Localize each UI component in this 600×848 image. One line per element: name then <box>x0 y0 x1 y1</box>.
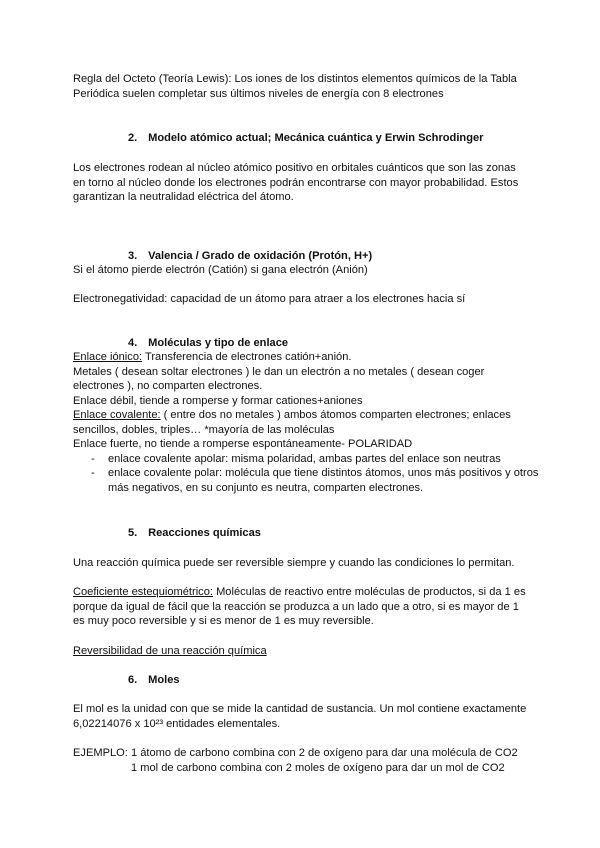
reversibility-block <box>73 644 533 659</box>
section-3-heading <box>128 249 372 264</box>
section-5-line-1-block <box>73 556 543 571</box>
section-6-line-1: El mol es la unidad con que se mide la cantidad de sustancia. Un mol contiene exactamente <box>73 703 527 715</box>
section-3-title: Valencia / Grado de oxidación (Protón, H+) <box>148 250 373 262</box>
section-2-line-2: en torno al núcleo donde los electrones podrán encontrarse con mayor probabilidad. Estos <box>73 176 519 189</box>
section-6-paragraph <box>73 702 543 731</box>
section-4-line-2: electrones ), no comparten electrones. <box>73 380 263 392</box>
section-6-heading <box>128 673 180 688</box>
ionic-bond-label: Enlace iónico: <box>73 351 143 363</box>
covalent-bond-text: ( entre dos no metales ) ambos átomos comparten electrones; enlaces <box>160 409 511 421</box>
section-6-title: Moles <box>148 674 180 686</box>
intro-paragraph <box>73 72 533 101</box>
section-2-title: Modelo atómico actual; Mecánica cuántica y Erwin Schrodinger <box>148 132 484 144</box>
coefficient-line-3: es muy poco reversible y si es menor de 1 es muy reversible. <box>73 615 374 627</box>
covalent-bond-line <box>73 408 543 423</box>
section-2-paragraph <box>73 161 533 205</box>
section-4-content <box>73 350 543 495</box>
list-item: - enlace covalente apolar: misma polaridad, ambas partes del enlace son neutras <box>73 452 543 467</box>
section-2-number: 2. <box>128 132 138 144</box>
section-6-number: 6. <box>128 674 138 686</box>
section-4-number: 4. <box>128 337 138 349</box>
section-3-line-2: Electronegatividad: capacidad de un átomo para atraer a los electrones hacia sí <box>73 293 466 305</box>
example-text-1: 1 átomo de carbono combina con 2 de oxígeno para dar una molécula de CO2 <box>127 747 518 759</box>
coefficient-text: Moléculas de reactivo entre moléculas de productos, si da 1 es <box>212 586 526 598</box>
coefficient-line <box>73 585 543 600</box>
list-item: - enlace covalente polar: molécula que tiene distintos átomos, unos más positivos y otros más negativos, en su conjunto es neutra, comparten electrones. <box>73 466 543 495</box>
section-2-line-3: garantizan la neutralidad eléctrica del átomo. <box>73 191 294 203</box>
ionic-bond-text: Transferencia de electrones catión+anión. <box>142 351 352 363</box>
covalent-bond-label: Enlace covalente: <box>73 409 161 421</box>
section-5-coefficient <box>73 585 543 629</box>
intro-line-2: Periódica suelen completar sus últimos niveles de energía con 8 electrones <box>73 87 444 100</box>
intro-line-1: Regla del Octeto (Teoría Lewis): Los iones de los distintos elementos químicos de la Tabla <box>73 73 517 85</box>
bond-type-list <box>73 452 543 496</box>
section-6-line-2: 6,02214076 x 10²³ entidades elementales. <box>73 717 281 730</box>
section-3-line-1: Si el átomo pierde electrón (Catión) si gana electrón (Anión) <box>73 264 368 276</box>
example-line-2: 1 mol de carbono combina con 2 moles de oxígeno para dar un mol de CO2 <box>131 761 505 774</box>
section-5-heading <box>128 526 261 541</box>
section-5-number: 5. <box>128 527 138 539</box>
section-4-title: Moléculas y tipo de enlace <box>148 337 289 349</box>
section-3-number: 3. <box>128 250 138 262</box>
example-label: EJEMPLO: <box>73 747 128 759</box>
section-4-heading <box>128 336 288 351</box>
section-3-line-2-block <box>73 292 533 307</box>
section-2-heading <box>128 131 483 146</box>
section-2-line-1: Los electrones rodean al núcleo atómico positivo en orbitales cuánticos que son las zonas <box>73 162 516 174</box>
section-5-line-1: Una reacción química puede ser reversible siempre y cuando las condiciones lo permitan. <box>73 557 515 569</box>
ionic-bond-line <box>73 350 543 365</box>
section-3-line-1-block <box>73 263 533 278</box>
coefficient-line-2: porque da igual de fácil que la reacción se produzca a un lado que a otro, si es mayor de 1 <box>73 600 519 613</box>
section-4-line-5: Enlace fuerte, no tiende a romperse espontáneamente- POLARIDAD <box>73 438 413 450</box>
section-4-line-4: sencillos, dobles, triples… *mayoría de las moléculas <box>73 423 335 436</box>
section-4-line-3: Enlace débil, tiende a romperse y formar cationes+aniones <box>73 394 363 407</box>
example-block <box>73 746 543 775</box>
example-line-1 <box>73 746 543 761</box>
section-4-line-1: Metales ( desean soltar electrones ) le dan un electrón a no metales ( desean coger <box>73 365 485 378</box>
coefficient-label: Coeficiente estequiométrico: <box>73 586 213 598</box>
reversibility-heading: Reversibilidad de una reacción química <box>73 645 267 657</box>
section-5-title: Reacciones químicas <box>148 527 261 539</box>
